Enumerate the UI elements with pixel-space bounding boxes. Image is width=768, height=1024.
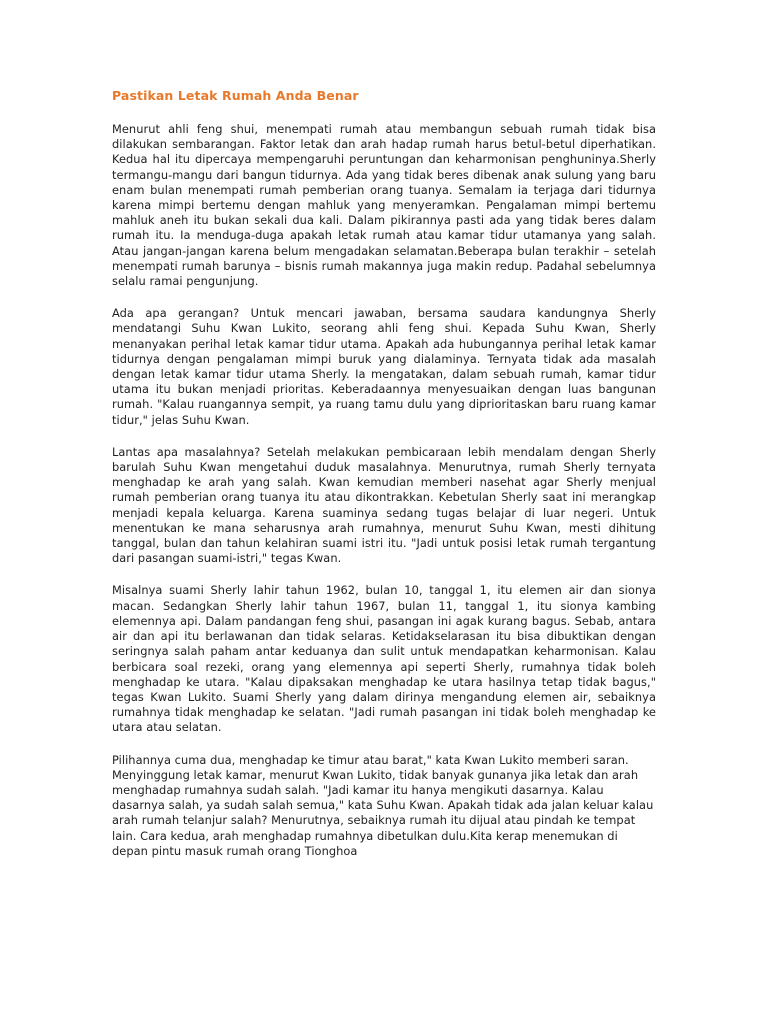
- paragraph-5: Pilihannya cuma dua, menghadap ke timur atau barat," kata Kwan Lukito memberi saran. Menyinggung letak kamar, menurut Kwan Lukito, tidak banyak gunanya jika letak dan arah menghadap rumahnya sudah salah. "Jadi kamar itu hanya mengikuti dasarnya. Kalau dasarnya salah, ya sudah salah semua," kata Suhu Kwan. Apakah tidak ada jalan keluar kalau arah rumah telanjur salah? Menurutnya, sebaiknya rumah itu dijual atau pindah ke tempat lain. Cara kedua, arah menghadap rumahnya dibetulkan dulu.Kita kerap menemukan di depan pintu masuk rumah orang Tionghoa: [112, 752, 654, 858]
- paragraph-2: Ada apa gerangan? Untuk mencari jawaban, bersama saudara kandungnya Sherly mendatangi Suhu Kwan Lukito, seorang ahli feng shui. Kepada Suhu Kwan, Sherly menanyakan perihal letak kamar tidur utama. Apakah ada hubungannya perihal letak kamar tidurnya dengan pengalaman mimpi buruk yang dialaminya. Ternyata tidak ada masalah dengan letak kamar tidur utama Sherly. Ia mengatakan, dalam sebuah rumah, kamar tidur utama itu bukan menjadi prioritas. Keberadaannya menyesuaikan dengan luas bangunan rumah. "Kalau ruangannya sempit, ya ruang tamu dulu yang diprioritaskan baru ruang kamar tidur," jelas Suhu Kwan.: [112, 306, 656, 427]
- article-title: Pastikan Letak Rumah Anda Benar: [112, 88, 359, 103]
- paragraph-1: Menurut ahli feng shui, menempati rumah atau membangun sebuah rumah tidak bisa dilakukan sembarangan. Faktor letak dan arah hadap rumah harus betul-betul diperhatikan. Kedua hal itu dipercaya mempengaruhi peruntungan dan keharmonisan penghuninya.Sherly termangu-mangu dari bangun tidurnya. Ada yang tidak beres dibenak anak sulung yang baru enam bulan menempati rumah pemberian orang tuanya. Semalam ia terjaga dari tidurnya karena mimpi bertemu dengan mahluk yang menyeramkan. Pengalaman mimpi bertemu mahluk aneh itu bukan sekali dua kali. Dalam pikirannya pasti ada yang tidak beres dalam rumah itu. Ia menduga-duga apakah letak rumah atau kamar tidur utamanya yang salah. Atau jangan-jangan karena belum mengadakan selamatan.Beberapa bulan terakhir – setelah menempati rumah barunya – bisnis rumah makannya juga makin redup. Padahal sebelumnya selalu ramai pengunjung.: [112, 122, 656, 289]
- document-page: [112, 88, 656, 876]
- paragraph-4: Misalnya suami Sherly lahir tahun 1962, bulan 10, tanggal 1, itu elemen air dan sionya macan. Sedangkan Sherly lahir tahun 1967, bulan 11, tanggal 1, itu sionya kambing elemennya api. Dalam pandangan feng shui, pasangan ini agak kurang bagus. Sebab, antara air dan api itu berlawanan dan tidak selaras. Ketidakselarasan itu bisa dibuktikan dengan seringnya salah paham antar keduanya dan sulit untuk mendapatkan keharmonisan. Kalau berbicara soal rezeki, orang yang elemennya api seperti Sherly, rumahnya tidak boleh menghadap ke utara. "Kalau dipaksakan menghadap ke utara hasilnya tetap tidak bagus," tegas Kwan Lukito. Suami Sherly yang dalam dirinya mengandung elemen air, sebaiknya rumahnya tidak menghadap ke selatan. "Jadi rumah pasangan ini tidak boleh menghadap ke utara atau selatan.: [112, 583, 656, 735]
- paragraph-3: Lantas apa masalahnya? Setelah melakukan pembicaraan lebih mendalam dengan Sherly barulah Suhu Kwan mengetahui duduk masalahnya. Menurutnya, rumah Sherly ternyata menghadap ke arah yang salah. Kwan kemudian memberi nasehat agar Sherly menjual rumah pemberian orang tuanya itu atau dikontrakkan. Kebetulan Sherly saat ini merangkap menjadi kepala keluarga. Karena suaminya sedang tugas belajar di luar negeri. Untuk menentukan ke mana seharusnya arah rumahnya, menurut Suhu Kwan, mesti dihitung tanggal, bulan dan tahun kelahiran suami istri itu. "Jadi untuk posisi letak rumah tergantung dari pasangan suami-istri," tegas Kwan.: [112, 444, 656, 566]
